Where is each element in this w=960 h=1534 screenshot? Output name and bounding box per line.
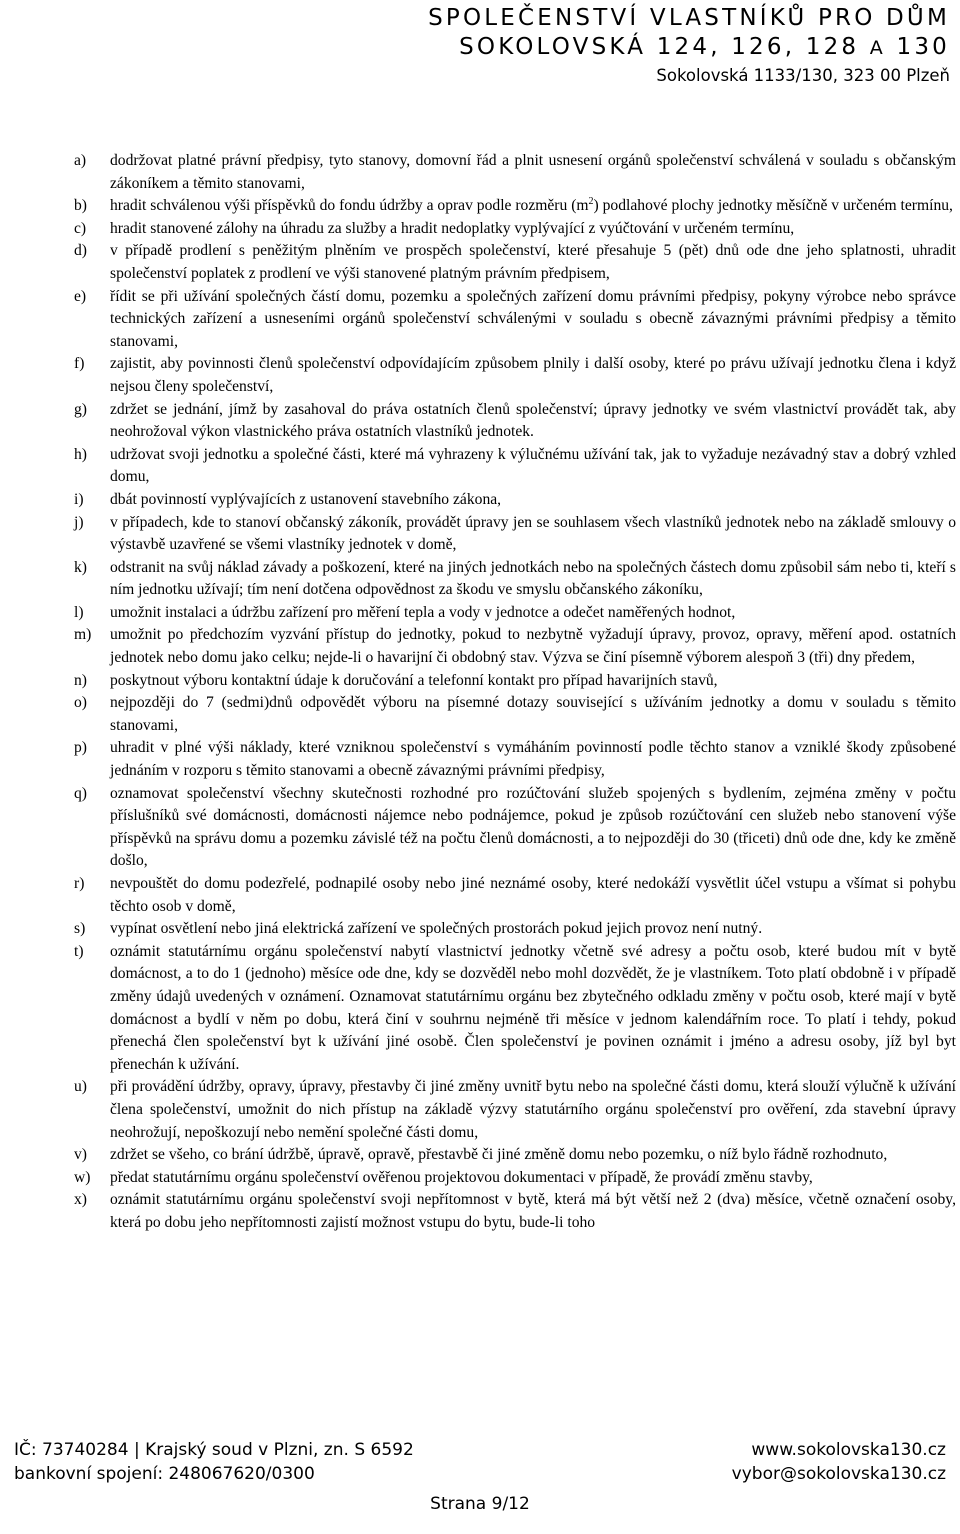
page-footer — [0, 1434, 960, 1534]
list-item — [74, 557, 956, 602]
list-item-letter: k) — [74, 558, 87, 576]
list-item — [74, 150, 956, 195]
list-item-text: odstranit na svůj náklad závady a poškození, které na jiných jednotkách nebo na společných částech domu způsobil sám nebo ti, kteří s ním jednotku užívají; tím není dotčena odpovědnost za škodu ve smyslu občanského zákoníku, — [110, 558, 956, 599]
list-item-text: poskytnout výboru kontaktní údaje k doručování a telefonní kontakt pro případ havarijních stavů, — [110, 671, 718, 689]
list-item-text-continued: ) podlahové plochy jednotky měsíčně v určeném termínu, — [593, 197, 953, 215]
list-item — [74, 240, 956, 285]
list-item-text: zajistit, aby povinnosti členů společenství odpovídajícím způsobem plnily i další osoby, které po právu užívají jednotku člena i když nejsou členy společenství, — [110, 355, 956, 395]
list-item — [74, 489, 956, 512]
letterhead-postal-address: Sokolovská 1133/130, 323 00 Plzeň — [656, 66, 950, 85]
page-number: Strana 9/12 — [430, 1494, 530, 1514]
list-item-text: řídit se při užívání společných částí domu, pozemku a společných zařízení domu právními předpisy, pokyny výrobce nebo správce technických zařízení a usneseními orgánů společenství schválenými v souladu s obecně závaznými právními předpisy a těmito stanovami, — [110, 287, 956, 350]
list-item-text: umožnit instalaci a údržbu zařízení pro měření tepla a vody v jednotce a odečet naměřených hodnot, — [110, 603, 736, 621]
list-item-text: dbát povinností vyplývajících z ustanovení stavebního zákona, — [110, 490, 502, 508]
list-item-letter: l) — [74, 603, 84, 621]
footer-company-id: IČ: 73740284 | Krajský soud v Plzni, zn. S 6592 — [14, 1440, 414, 1460]
list-item — [74, 1189, 956, 1234]
list-item-letter: h) — [74, 445, 87, 463]
list-item — [74, 873, 956, 918]
obligations-list — [74, 150, 956, 1235]
list-item — [74, 218, 956, 241]
list-item-letter: a) — [74, 152, 87, 169]
footer-website: www.sokolovska130.cz — [751, 1440, 946, 1460]
list-item-text: zdržet se jednání, jímž by zasahoval do práva ostatních členů společenství; úpravy jednotky ve svém vlastnictví provádět tak, aby neohrožoval výkon vlastnického práva ostatních vlastníků jednotek. — [110, 400, 956, 441]
footer-email: vybor@sokolovska130.cz — [731, 1464, 946, 1484]
list-item-letter: m) — [74, 626, 92, 644]
list-item-letter: i) — [74, 490, 84, 508]
superscript: 2 — [588, 196, 594, 207]
list-item-letter: p) — [74, 739, 87, 757]
list-item — [74, 624, 956, 669]
letterhead-title: SPOLEČENSTVÍ VLASTNÍKŮ PRO DŮM — [428, 5, 950, 31]
letterhead-house-number-last: 130 — [896, 34, 950, 60]
list-item — [74, 399, 956, 444]
list-item-letter: c) — [74, 219, 87, 237]
footer-bank-account: bankovní spojení: 248067620/0300 — [14, 1464, 315, 1484]
list-item — [74, 1167, 956, 1190]
list-item-text: vypínat osvětlení nebo jiná elektrická zařízení ve společných prostorách pokud jejich provoz není nutný. — [110, 920, 763, 938]
list-item — [74, 1076, 956, 1144]
list-item-text: předat statutárnímu orgánu společenství ověřenou projektovou dokumentaci v případě, že provádí změnu stavby, — [110, 1168, 813, 1186]
list-item — [74, 783, 956, 873]
list-item — [74, 195, 956, 218]
list-item-text: oznámit statutárnímu orgánu společenství nabytí vlastnictví jednotky včetně své adresy a počtu osob, které budou mít v bytě domácnost, a to do 1 (jednoho) měsíce ode dne, kdy se dozvěděl nebo mohl dozvědět, že je vlastníkem. Toto platí obdobně i v případě změny údajů uvedených v oznámení. Oznamovat statutárnímu orgánu bez zbytečného odkladu změny v počtu osob, které mají v bytě domácnost a bydlí v něm po dobu, která činí v souhrnu nejméně tři měsíce v jednom kalendářním roce. To platí i tehdy, pokud přenechá člen společenství byt k užívání jiné osobě. Člen společenství je povinen oznámit i jméno a adresu osoby, jíž byl byt přenechán k užívání. — [110, 942, 956, 1073]
list-item-letter: d) — [74, 242, 87, 260]
letterhead-house-numbers: SOKOLOVSKÁ 124, 126, 128 — [459, 34, 860, 60]
list-item-text: hradit schválenou výši příspěvků do fondu údržby a oprav podle rozměru (m — [110, 197, 589, 215]
list-item — [74, 512, 956, 557]
list-item-text: v případě prodlení s peněžitým plněním ve prospěch společenství, které přesahuje 5 (pět) dnů ode dne jeho splatnosti, uhradit společenství poplatek z prodlení ve výši stanovené platným právním předpisem, — [110, 242, 956, 282]
list-item-letter: o) — [74, 694, 87, 712]
list-item-text: oznamovat společenství všechny skutečnosti rozhodné pro rozúčtování služeb spojených s bydlením, zejména změny v počtu příslušníků své domácnosti, domácnosti nájemce nebo podnájemce, pokud je způsob rozúčtování cen služeb nebo stanovení výše příspěvků na správu domu a pozemku závislé též na počtu členů domácnosti, a to nejpozději do 30 (třiceti) dnů ode dne, kdy ke změně došlo, — [110, 784, 956, 870]
list-item-text: při provádění údržby, opravy, úpravy, přestavby či jiné změny uvnitř bytu nebo na společné části domu, která slouží výlučně k užívání člena společenství, umožnit do nich přístup na základě výzvy statutárního orgánu společenství pro ověření, zda stavební úpravy neohrožují, nepoškozují nebo nemění společné části domu, — [110, 1078, 956, 1141]
list-item-letter: s) — [74, 920, 86, 938]
list-item — [74, 353, 956, 398]
list-item-letter: w) — [74, 1168, 91, 1186]
list-item-letter: u) — [74, 1078, 87, 1096]
list-item-letter: t) — [74, 942, 84, 960]
list-item-letter: b) — [74, 197, 87, 215]
list-item — [74, 918, 956, 941]
list-item-letter: g) — [74, 400, 87, 418]
list-item — [74, 602, 956, 625]
letterhead — [428, 4, 950, 89]
list-item-text: hradit stanovené zálohy na úhradu za služby a hradit nedoplatky vyplývající z vyúčtování v určeném termínu, — [110, 219, 795, 237]
list-item-text: zdržet se všeho, co brání údržbě, úpravě, opravě, přestavbě či jiné změně domu nebo pozemku, o níž bylo řádně rozhodnuto, — [110, 1146, 888, 1164]
list-item-text: oznámit statutárnímu orgánu společenství svoji nepřítomnost v bytě, která má být větší než 2 (dva) měsíce, včetně označení osoby, která po dobu jeho nepřítomnosti zajistí možnost vstupu do bytu, bude-li toho — [110, 1191, 956, 1231]
list-item-letter: r) — [74, 875, 85, 892]
list-item-letter: q) — [74, 784, 87, 802]
list-item-text: v případech, kde to stanoví občanský zákoník, provádět úpravy jen se souhlasem všech vlastníků jednotek nebo na základě smlouvy o výstavbě uzavřené se všemi vlastníky jednotek v domě, — [110, 513, 956, 554]
list-item — [74, 670, 956, 693]
list-item-text: nejpozději do 7 (sedmi)dnů odpovědět výboru na písemné dotazy související s užíváním jednotky a domu v souladu s těmito stanovami, — [110, 694, 956, 734]
list-item — [74, 692, 956, 737]
list-item — [74, 1144, 956, 1167]
list-item-letter: j) — [74, 513, 84, 531]
list-item-text: nevpouštět do domu podezřelé, podnapilé osoby nebo jiné neznámé osoby, které nedokáží vysvětlit účel vstupu a všímat si pohybu těchto osob v domě, — [110, 875, 956, 915]
list-item-letter: f) — [74, 355, 85, 373]
list-item-letter: x) — [74, 1191, 87, 1209]
letterhead-conjunction: A — [869, 37, 886, 59]
letterhead-address-line — [428, 33, 950, 63]
list-item-text: udržovat svoji jednotku a společné části, které má vyhrazeny k výlučnému užívání tak, jak to vyžaduje nezávadný stav a dobrý vzhled domu, — [110, 445, 956, 486]
list-item-text: umožnit po předchozím vyzvání přístup do jednotky, pokud to nezbytně vyžadují úpravy, provoz, opravy, měření apod. ostatních jednotek nebo domu jako celku; nejde-li o havarijní či obdobný stav. Výzva se činí písemně výborem alespoň 3 (tři) dny předem, — [110, 626, 956, 667]
list-item-text: dodržovat platné právní předpisy, tyto stanovy, domovní řád a plnit usnesení orgánů společenství schválená v souladu s občanským zákoníkem a těmito stanovami, — [110, 152, 956, 192]
list-item — [74, 737, 956, 782]
list-item-text: uhradit v plné výši náklady, které vzniknou společenství s vymáháním povinností podle těchto stanov a vzniklé škody způsobené jednáním v rozporu s těmito stanovami a obecně závaznými právními předpisy, — [110, 739, 956, 780]
list-item-letter: v) — [74, 1146, 87, 1164]
list-item-letter: n) — [74, 671, 87, 689]
list-item — [74, 286, 956, 354]
list-item — [74, 941, 956, 1077]
list-item — [74, 444, 956, 489]
list-item-letter: e) — [74, 287, 87, 305]
